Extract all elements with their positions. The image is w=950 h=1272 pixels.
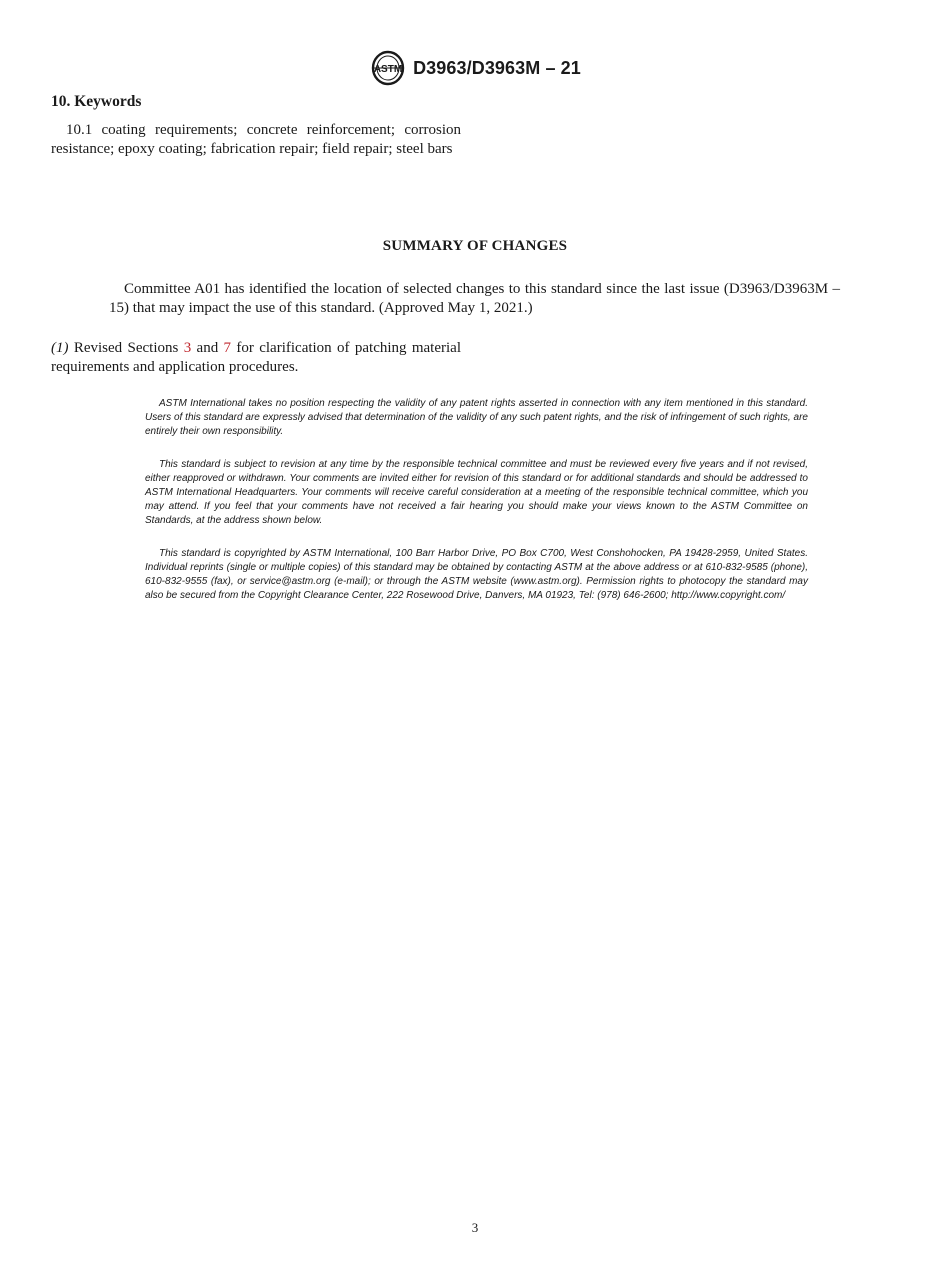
astm-logo-icon [369, 50, 407, 86]
page-number: 3 [471, 1220, 479, 1235]
revision-notice: This standard is subject to revision at any time by the responsible technical committee and must be reviewed every five years and if not revised, either reapproved or withdrawn. Your comments are invited either for revision of this standard or for additional standards and should be addressed to ASTM International Headquarters. Your comments will receive careful consideration at a meeting of the responsible technical committee, which you may attend. If you feel that your comments have not received a fair hearing you should make your views known to the ASTM Committee on Standards, at the address shown below. [145, 459, 808, 526]
logo-text: ASTM [373, 64, 403, 75]
copyright-notice: This standard is copyrighted by ASTM International, 100 Barr Harbor Drive, PO Box C700, West Conshohocken, PA 19428-2959, United States. Individual reprints (single or multiple copies) of this standard may be obtained by contacting ASTM at the above address or at 610-832-9585 (phone), 610-832-9555 (fax), or service@astm.org (e-mail); or through the ASTM website (www.astm.org). Permission rights to photocopy the standard may also be secured from the Copyright Clearance Center, 222 Rosewood Drive, Danvers, MA 01923, Tel: (978) 646-2600; http://www.copyright.com/ [145, 548, 808, 601]
patent-rights-notice: ASTM International takes no position respecting the validity of any patent rights asserted in connection with any item mentioned in this standard. Users of this standard are expressly advised that determination of the validity of any such patent rights, and the risk of infringement of such rights, are entirely their own responsibility. [145, 398, 808, 437]
page-header [0, 50, 950, 86]
keywords-heading: 10. Keywords [51, 93, 142, 110]
section-3-link[interactable]: 3 [183, 340, 192, 356]
keywords-paragraph: 10.1 coating requirements; concrete reinforcement; corrosion resistance; epoxy coating; fabrication repair; field repair; steel bars [51, 122, 461, 157]
document-designation: D3963/D3963M – 21 [413, 57, 581, 78]
change-item-number: (1) [51, 340, 69, 356]
section-7-link[interactable]: 7 [223, 340, 232, 356]
change-item-text: and [196, 340, 219, 356]
change-item-text: for clarification of patching material requirements and application procedures. [51, 340, 461, 375]
change-item-text: Revised Sections [73, 340, 179, 356]
summary-intro-paragraph: Committee A01 has identified the location of selected changes to this standard since the last issue (D3963/D3963M – 15) that may impact the use of this standard. (Approved May 1, 2021.) [109, 281, 840, 316]
summary-of-changes-title: SUMMARY OF CHANGES [382, 238, 568, 254]
change-item [51, 339, 461, 376]
